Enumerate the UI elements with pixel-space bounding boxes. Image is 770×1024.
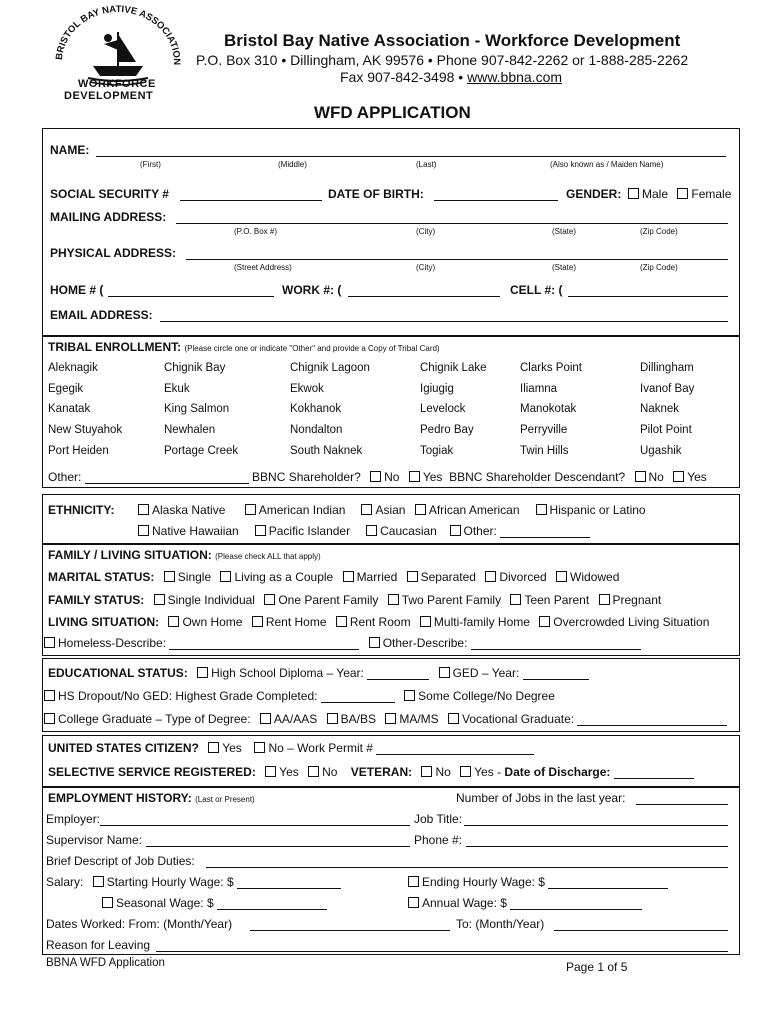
selective-yes-checkbox[interactable] xyxy=(265,766,276,777)
citizen-label: UNITED STATES CITIZEN? xyxy=(48,741,199,755)
family-teen-parent-label: Teen Parent xyxy=(524,593,590,607)
ged-year-input[interactable] xyxy=(523,667,589,680)
living-row xyxy=(48,615,709,629)
ethnicity-row-1 xyxy=(132,503,646,517)
tribal-option[interactable]: Iliamna xyxy=(520,383,558,395)
tribal-option[interactable]: Nondalton xyxy=(290,424,343,436)
duties-label: Brief Descript of Job Duties: xyxy=(46,854,195,868)
name-sub-aka: (Also known as / Maiden Name) xyxy=(550,160,664,169)
eth-american-indian-checkbox[interactable] xyxy=(245,504,256,515)
gender-male-label: Male xyxy=(642,187,669,201)
tribal-other-row xyxy=(48,470,707,484)
end-wage-checkbox[interactable] xyxy=(408,876,419,887)
marital-widowed-checkbox[interactable] xyxy=(556,571,567,582)
home-phone-input[interactable] xyxy=(108,284,274,297)
tribal-option[interactable]: Port Heiden xyxy=(48,445,109,457)
marital-row xyxy=(48,570,619,584)
reason-label: Reason for Leaving xyxy=(46,938,151,952)
employment-note: (Last or Present) xyxy=(195,795,255,804)
duties-input[interactable] xyxy=(206,855,728,868)
end-wage-input[interactable] xyxy=(548,876,668,889)
family-one-parent-checkbox[interactable] xyxy=(264,594,275,605)
tribal-option[interactable]: New Stuyahok xyxy=(48,424,123,436)
living-overcrowded-checkbox[interactable] xyxy=(539,616,550,627)
marital-divorced-label: Divorced xyxy=(499,570,547,584)
living-multifamily-label: Multi-family Home xyxy=(433,615,530,629)
selective-yes-label: Yes xyxy=(279,765,299,779)
tribal-option[interactable]: Levelock xyxy=(420,403,466,415)
shareholder-yes-label: Yes xyxy=(422,470,443,484)
name-sub-first: (First) xyxy=(140,160,161,169)
living-rent-home-checkbox[interactable] xyxy=(252,616,263,627)
cell-phone-input[interactable] xyxy=(568,284,728,297)
degree-ma-checkbox[interactable] xyxy=(385,713,396,724)
org-title: Bristol Bay Native Association - Workforce Development xyxy=(224,31,681,50)
marital-separated-label: Separated xyxy=(420,570,476,584)
name-input[interactable] xyxy=(96,144,726,157)
marital-couple-label: Living as a Couple xyxy=(234,570,334,584)
eth-pacific-islander-label: Pacific Islander xyxy=(268,524,351,538)
marital-single-label: Single xyxy=(177,570,212,584)
home-phone-label: HOME # ( xyxy=(50,283,104,297)
email-label: EMAIL ADDRESS: xyxy=(50,308,153,322)
veteran-yes-checkbox[interactable] xyxy=(460,766,471,777)
family-two-parent-checkbox[interactable] xyxy=(388,594,399,605)
gender-female-label: Female xyxy=(691,187,732,201)
family-heading-row xyxy=(48,548,321,562)
veteran-no-checkbox[interactable] xyxy=(421,766,432,777)
tribal-heading: TRIBAL ENROLLMENT: xyxy=(48,340,182,354)
gender-male-checkbox[interactable] xyxy=(628,188,639,199)
tribal-option[interactable]: Ekuk xyxy=(164,383,190,395)
eth-american-indian-label: American Indian xyxy=(258,503,346,517)
tribal-heading-row xyxy=(48,340,440,354)
website-link[interactable]: www.bbna.com xyxy=(467,69,563,85)
living-label: LIVING SITUATION: xyxy=(48,615,160,629)
college-grad-checkbox[interactable] xyxy=(44,713,55,724)
tribal-option[interactable]: Egegik xyxy=(48,383,84,395)
eth-african-american-checkbox[interactable] xyxy=(415,504,426,515)
employer-input[interactable] xyxy=(100,813,410,826)
phone-label: Phone #: xyxy=(414,833,463,847)
tribal-option[interactable]: Kanatak xyxy=(48,403,91,415)
tribal-option[interactable]: Ugashik xyxy=(640,445,682,457)
living-rent-room-checkbox[interactable] xyxy=(336,616,347,627)
work-phone-input[interactable] xyxy=(348,284,500,297)
descendant-no-checkbox[interactable] xyxy=(635,471,646,482)
marital-widowed-label: Widowed xyxy=(570,570,620,584)
family-pregnant-checkbox[interactable] xyxy=(599,594,610,605)
name-label: NAME: xyxy=(50,143,90,157)
tribal-option[interactable]: King Salmon xyxy=(164,403,230,415)
email-input[interactable] xyxy=(160,309,728,322)
citizen-no-label: No – Work Permit # xyxy=(268,741,373,755)
tribal-option[interactable]: Naknek xyxy=(640,403,679,415)
tribal-option[interactable]: Togiak xyxy=(420,445,454,457)
tribal-other-input[interactable] xyxy=(85,471,249,484)
mailing-sub-box: (P.O. Box #) xyxy=(234,227,277,236)
descendant-no-label: No xyxy=(648,470,664,484)
employer-label: Employer: xyxy=(46,812,101,826)
job-title-input[interactable] xyxy=(464,813,728,826)
tribal-option[interactable]: Newhalen xyxy=(164,424,216,436)
end-wage-label: Ending Hourly Wage: $ xyxy=(422,875,545,889)
marital-married-checkbox[interactable] xyxy=(343,571,354,582)
tribal-option[interactable]: Pilot Point xyxy=(640,424,692,436)
logo-development: DEVELOPMENT xyxy=(64,90,154,102)
other-describe-input[interactable] xyxy=(471,637,641,650)
eth-native-hawaiian-checkbox[interactable] xyxy=(138,525,149,536)
family-heading: FAMILY / LIVING SITUATION: xyxy=(48,548,212,562)
gender-label: GENDER: xyxy=(566,187,622,201)
logo-workforce: WORKFORCE xyxy=(78,78,156,90)
homeless-label: Homeless-Describe: xyxy=(58,636,167,650)
homeless-row xyxy=(44,636,641,650)
annual-wage-input[interactable] xyxy=(510,897,642,910)
other-describe-checkbox[interactable] xyxy=(369,637,380,648)
hs-diploma-year-input[interactable] xyxy=(367,667,429,680)
family-status-label: FAMILY STATUS: xyxy=(48,593,145,607)
tribal-option[interactable]: Portage Creek xyxy=(164,445,239,457)
tribal-option[interactable]: Aleknagik xyxy=(48,362,98,374)
degree-ba-label: BA/BS xyxy=(340,712,376,726)
tribal-note: (Please circle one or indicate "Other" and provide a Copy of Tribal Card) xyxy=(184,344,440,353)
living-rent-home-label: Rent Home xyxy=(265,615,327,629)
shareholder-yes-checkbox[interactable] xyxy=(409,471,420,482)
tribal-option[interactable]: South Naknek xyxy=(290,445,363,457)
tribal-option[interactable]: Twin Hills xyxy=(520,445,569,457)
dob-input[interactable] xyxy=(434,188,558,201)
tribal-other-label: Other: xyxy=(48,470,82,484)
citizen-yes-label: Yes xyxy=(222,741,242,755)
seasonal-wage-label: Seasonal Wage: $ xyxy=(116,896,214,910)
family-two-parent-label: Two Parent Family xyxy=(401,593,502,607)
veteran-no-label: No xyxy=(435,765,451,779)
ssn-label: SOCIAL SECURITY # xyxy=(50,187,169,201)
eth-other-label: Other: xyxy=(463,524,497,538)
tribal-option[interactable]: Clarks Point xyxy=(520,362,582,374)
degree-ba-checkbox[interactable] xyxy=(327,713,338,724)
physical-input[interactable] xyxy=(186,247,728,260)
marital-separated-checkbox[interactable] xyxy=(407,571,418,582)
job-title-label: Job Title: xyxy=(414,812,463,826)
contact-line-2 xyxy=(340,69,562,85)
tribal-option[interactable]: Manokotak xyxy=(520,403,577,415)
name-sub-last: (Last) xyxy=(416,160,437,169)
annual-wage-checkbox[interactable] xyxy=(408,897,419,908)
veteran-yes-label: Yes - xyxy=(474,765,502,779)
homeless-input[interactable] xyxy=(169,637,359,650)
annual-wage-label: Annual Wage: $ xyxy=(422,896,507,910)
bbnc-descendant-label: BBNC Shareholder Descendant? xyxy=(449,470,626,484)
work-phone-label: WORK #: ( xyxy=(282,283,342,297)
vocational-label: Vocational Graduate: xyxy=(462,712,575,726)
eth-caucasian-checkbox[interactable] xyxy=(366,525,377,536)
family-one-parent-label: One Parent Family xyxy=(278,593,379,607)
eth-pacific-islander-checkbox[interactable] xyxy=(255,525,266,536)
eth-other-checkbox[interactable] xyxy=(450,525,461,536)
some-college-label: Some College/No Degree xyxy=(418,689,555,703)
supervisor-label: Supervisor Name: xyxy=(46,833,143,847)
shareholder-no-label: No xyxy=(384,470,400,484)
tribal-option[interactable]: Perryville xyxy=(520,424,568,436)
mailing-sub-state: (State) xyxy=(552,227,577,236)
ged-label: GED – Year: xyxy=(452,666,520,680)
physical-sub-street: (Street Address) xyxy=(234,263,292,272)
hs-diploma-checkbox[interactable] xyxy=(197,667,208,678)
physical-sub-state: (State) xyxy=(552,263,577,272)
living-overcrowded-label: Overcrowded Living Situation xyxy=(553,615,710,629)
degree-aa-checkbox[interactable] xyxy=(260,713,271,724)
shareholder-no-checkbox[interactable] xyxy=(370,471,381,482)
marital-single-checkbox[interactable] xyxy=(164,571,175,582)
employment-heading: EMPLOYMENT HISTORY: xyxy=(48,791,192,805)
education-row-2 xyxy=(44,689,555,703)
tribal-option[interactable]: Chignik Lake xyxy=(420,362,487,374)
annual-wage-row xyxy=(402,896,642,910)
dropout-grade-input[interactable] xyxy=(321,690,395,703)
citizen-no-checkbox[interactable] xyxy=(254,742,265,753)
tribal-option[interactable]: Chignik Bay xyxy=(164,362,226,374)
education-label: EDUCATIONAL STATUS: xyxy=(48,666,188,680)
homeless-checkbox[interactable] xyxy=(44,637,55,648)
marital-label: MARITAL STATUS: xyxy=(48,570,155,584)
phone-input[interactable] xyxy=(466,834,728,847)
college-grad-label: College Graduate – Type of Degree: xyxy=(58,712,251,726)
cell-phone-label: CELL #: ( xyxy=(510,283,563,297)
gender-female-checkbox[interactable] xyxy=(677,188,688,199)
eth-hispanic-label: Hispanic or Latino xyxy=(549,503,646,517)
tribal-option[interactable]: Igiugig xyxy=(420,383,454,395)
end-wage-row xyxy=(402,875,668,889)
start-wage-label: Starting Hourly Wage: $ xyxy=(106,875,234,889)
ged-checkbox[interactable] xyxy=(439,667,450,678)
eth-african-american-label: African American xyxy=(428,503,520,517)
education-row-1 xyxy=(48,666,589,680)
dates-from-input[interactable] xyxy=(250,918,450,931)
family-teen-parent-checkbox[interactable] xyxy=(510,594,521,605)
family-status-row xyxy=(48,593,661,607)
tribal-option[interactable]: Chignik Lagoon xyxy=(290,362,370,374)
supervisor-input[interactable] xyxy=(146,834,410,847)
descendant-yes-checkbox[interactable] xyxy=(673,471,684,482)
fax-text: Fax 907-842-3498 • xyxy=(340,69,468,85)
descendant-yes-label: Yes xyxy=(687,470,707,484)
tribal-option[interactable]: Dillingham xyxy=(640,362,694,374)
selective-no-label: No xyxy=(322,765,338,779)
selective-no-checkbox[interactable] xyxy=(308,766,319,777)
contact-line-1: P.O. Box 310 • Dillingham, AK 99576 • Phone 907-842-2262 or 1-888-285-2262 xyxy=(196,52,689,68)
tribal-option[interactable]: Ekwok xyxy=(290,383,324,395)
marital-married-label: Married xyxy=(356,570,398,584)
mailing-sub-zip: (Zip Code) xyxy=(640,227,678,236)
gender-options xyxy=(622,187,731,201)
living-own-label: Own Home xyxy=(182,615,243,629)
eth-native-hawaiian-label: Native Hawaiian xyxy=(152,524,239,538)
ethnicity-label: ETHNICITY: xyxy=(48,503,115,517)
dob-label: DATE OF BIRTH: xyxy=(328,187,424,201)
form-title: WFD APPLICATION xyxy=(314,103,471,122)
tribal-option[interactable]: Kokhanok xyxy=(290,403,342,415)
ssn-input[interactable] xyxy=(180,188,322,201)
discharge-input[interactable] xyxy=(614,766,694,779)
logo-arc-text: BRISTOL BAY NATIVE ASSOCIATION xyxy=(53,4,183,66)
veteran-label: VETERAN: xyxy=(350,765,413,779)
mailing-label: MAILING ADDRESS: xyxy=(50,210,167,224)
selective-label: SELECTIVE SERVICE REGISTERED: xyxy=(48,765,256,779)
citizen-yes-checkbox[interactable] xyxy=(208,742,219,753)
mailing-sub-city: (City) xyxy=(416,227,436,236)
employment-heading-row xyxy=(48,791,255,805)
seasonal-wage-checkbox[interactable] xyxy=(102,897,113,908)
start-wage-input[interactable] xyxy=(237,876,341,889)
living-multifamily-checkbox[interactable] xyxy=(420,616,431,627)
tribal-option[interactable]: Pedro Bay xyxy=(420,424,474,436)
physical-label: PHYSICAL ADDRESS: xyxy=(50,246,177,260)
family-note: (Please check ALL that apply) xyxy=(215,552,321,561)
marital-divorced-checkbox[interactable] xyxy=(485,571,496,582)
ethnicity-row-2 xyxy=(132,524,590,538)
education-row-3 xyxy=(44,712,727,726)
tribal-section xyxy=(42,336,740,488)
eth-alaska-native-checkbox[interactable] xyxy=(138,504,149,515)
footer-left: BBNA WFD Application xyxy=(46,957,165,969)
seasonal-wage-input[interactable] xyxy=(217,897,327,910)
physical-sub-zip: (Zip Code) xyxy=(640,263,678,272)
marital-couple-checkbox[interactable] xyxy=(220,571,231,582)
eth-caucasian-label: Caucasian xyxy=(380,524,437,538)
other-describe-label: Other-Describe: xyxy=(382,636,468,650)
living-own-checkbox[interactable] xyxy=(168,616,179,627)
reason-input[interactable] xyxy=(156,939,728,952)
selective-row xyxy=(48,765,694,779)
eth-alaska-native-label: Alaska Native xyxy=(152,503,226,517)
discharge-label: Date of Discharge: xyxy=(504,765,611,779)
salary-row-1 xyxy=(46,875,341,889)
bbnc-shareholder-label: BBNC Shareholder? xyxy=(252,470,361,484)
dropout-label: HS Dropout/No GED: Highest Grade Completed: xyxy=(58,689,318,703)
living-rent-room-label: Rent Room xyxy=(349,615,411,629)
work-permit-input[interactable] xyxy=(376,742,534,755)
eth-asian-label: Asian xyxy=(375,503,406,517)
num-jobs-input[interactable] xyxy=(636,792,728,805)
eth-other-input[interactable] xyxy=(500,525,590,538)
family-single-checkbox[interactable] xyxy=(154,594,165,605)
dropout-checkbox[interactable] xyxy=(44,690,55,701)
start-wage-checkbox[interactable] xyxy=(93,876,104,887)
mailing-input[interactable] xyxy=(176,211,728,224)
dates-to-label: To: (Month/Year) xyxy=(456,917,545,931)
vocational-input[interactable] xyxy=(577,713,727,726)
hs-diploma-label: High School Diploma – Year: xyxy=(211,666,364,680)
salary-label: Salary: xyxy=(46,875,84,889)
citizen-row xyxy=(48,741,534,755)
dates-to-input[interactable] xyxy=(554,918,728,931)
physical-sub-city: (City) xyxy=(416,263,436,272)
eth-asian-checkbox[interactable] xyxy=(361,504,372,515)
eth-hispanic-checkbox[interactable] xyxy=(536,504,547,515)
salary-row-2 xyxy=(96,896,327,910)
family-pregnant-label: Pregnant xyxy=(612,593,662,607)
family-single-label: Single Individual xyxy=(167,593,255,607)
tribal-option[interactable]: Ivanof Bay xyxy=(640,383,695,395)
some-college-checkbox[interactable] xyxy=(404,690,415,701)
dates-from-label: Dates Worked: From: (Month/Year) xyxy=(46,917,233,931)
vocational-checkbox[interactable] xyxy=(448,713,459,724)
num-jobs-label: Number of Jobs in the last year: xyxy=(456,791,626,805)
degree-ma-label: MA/MS xyxy=(399,712,439,726)
name-sub-middle: (Middle) xyxy=(278,160,307,169)
footer-page-number: Page 1 of 5 xyxy=(566,960,628,974)
degree-aa-label: AA/AAS xyxy=(273,712,318,726)
